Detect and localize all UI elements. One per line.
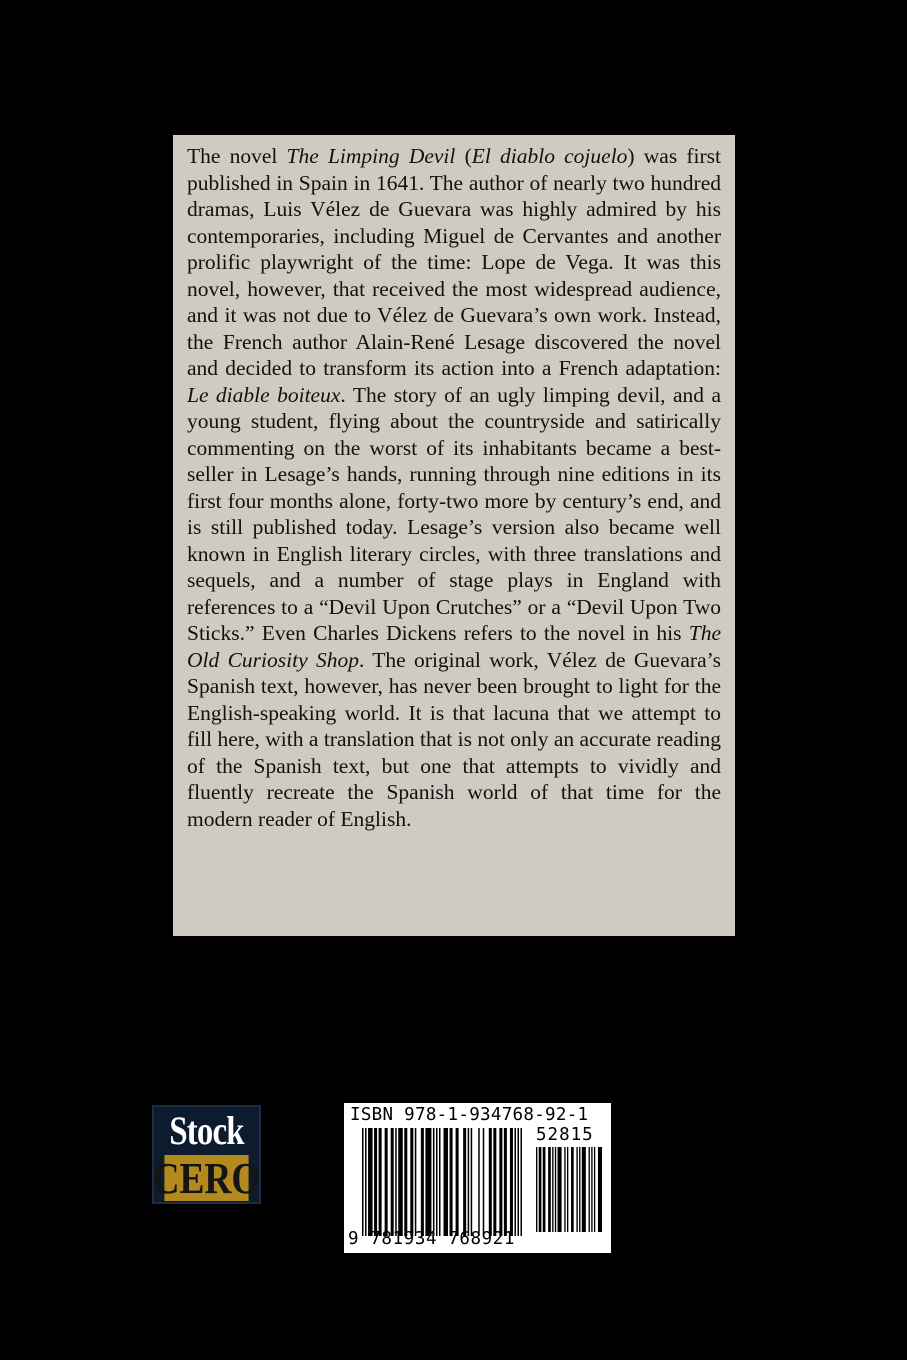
barcode-bar: [439, 1128, 441, 1236]
addon-bar: [555, 1147, 556, 1232]
barcode-bar: [514, 1128, 516, 1236]
barcode-bar: [489, 1128, 492, 1236]
addon-bar: [552, 1147, 553, 1232]
barcode-bar: [463, 1128, 466, 1236]
barcode-bar: [468, 1128, 470, 1236]
addon-bar: [591, 1147, 592, 1232]
stockcero-logo: [152, 1105, 261, 1204]
logo-word-cero: CERO: [152, 1153, 261, 1203]
barcode-bar: [436, 1128, 438, 1236]
barcode-bar: [395, 1128, 397, 1236]
barcode-bar: [433, 1128, 435, 1236]
ean13-digits: 9 781934 768921: [348, 1229, 516, 1249]
barcode-bar: [520, 1128, 522, 1236]
blurb-italic-title: El diablo cojuelo: [471, 144, 628, 168]
blurb-text-run: . The original work, Vélez de Guevara’s Spanish text, however, has never been brought to light for the English-speaking world. It is that lacuna that we attempt to fill here, with a translation that is not only an accurate reading of the Spanish text, but one that attempts to vividly and fluently recreate the Spanish world of that time for the modern reader of English.: [187, 647, 721, 831]
barcode-bar: [517, 1128, 519, 1236]
barcode-bar: [510, 1128, 513, 1236]
blurb-text-run: ) was first published in Spain in 1641. The author of nearly two hundred dramas, Luis Vélez de Guevara was highly admired by his contemporaries, including Miguel de Cervantes and another prolific playwright of the time: Lope de Vega. It was this novel, however, that received the most widespread audience, and it was not due to Vélez de Guevara’s own work. Instead, the French author Alain-René Lesage discovered the novel and decided to transform its action into a French adaptation:: [187, 144, 721, 380]
barcode-bar: [374, 1128, 377, 1236]
ean13-bars: [362, 1128, 522, 1236]
addon-bar: [543, 1147, 546, 1232]
addon-bar: [536, 1147, 537, 1232]
barcode-bar: [444, 1128, 449, 1236]
addon-bar: [567, 1147, 568, 1232]
addon-bar: [579, 1147, 580, 1232]
barcode-bar: [404, 1128, 407, 1236]
barcode-bar: [493, 1128, 496, 1236]
addon-bar: [589, 1147, 590, 1232]
barcode-bar: [421, 1128, 424, 1236]
barcode-bar: [398, 1128, 403, 1236]
barcode-bar: [415, 1128, 417, 1236]
isbn-barcode: [344, 1103, 611, 1253]
addon-bar: [594, 1147, 595, 1232]
barcode-bar: [391, 1128, 394, 1236]
logo-word-stock: Stock: [169, 1107, 244, 1153]
barcode-bar: [368, 1128, 373, 1236]
addon-bar: [582, 1147, 586, 1232]
barcode-bar: [365, 1128, 367, 1236]
price-addon-label: 52815: [536, 1125, 594, 1145]
barcode-bar: [362, 1128, 364, 1236]
addon-bar: [558, 1147, 562, 1232]
addon-bar: [598, 1147, 602, 1232]
barcode-bar: [499, 1128, 502, 1236]
barcode-bar: [385, 1128, 388, 1236]
blurb-italic-title: Le diable boiteux: [187, 382, 341, 407]
blurb-italic-title: The Old Curiosity Shop: [187, 621, 721, 672]
addon-bar: [548, 1147, 551, 1232]
barcode-bar: [478, 1128, 480, 1236]
barcode-bar: [379, 1128, 382, 1236]
addon-bar: [539, 1147, 542, 1232]
barcode-bar: [504, 1128, 507, 1236]
blurb-italic-title: The Limping Devil: [286, 144, 456, 168]
barcode-bar: [450, 1128, 453, 1236]
addon-bar: [564, 1147, 565, 1232]
blurb-text-run: The novel: [187, 144, 287, 168]
addon-bars: [536, 1147, 602, 1232]
barcode-bar: [425, 1128, 431, 1236]
blurb-text: [187, 143, 721, 832]
addon-bar: [571, 1147, 574, 1232]
barcode-bar: [471, 1128, 473, 1236]
blurb-text-run: . The story of an ugly limping devil, and a young student, flying about the countryside and satirically commenting on the worst of its inhabitants became a best-seller in Lesage’s hands, running through nine editions in its first four months alone, forty-two more by century’s end, and is still published today. Lesage’s version also became well known in English literary circles, with three translations and sequels, and a number of stage plays in England with references to a “Devil Upon Crutches” or a “Devil Upon Two Sticks.” Even Charles Dickens refers to the novel in his: [187, 382, 721, 645]
blurb-text-run: (: [455, 144, 472, 168]
isbn-label: ISBN 978-1-934768-92-1: [350, 1105, 589, 1125]
barcode-bar: [410, 1128, 413, 1236]
barcode-bar: [456, 1128, 459, 1236]
addon-bar: [576, 1147, 577, 1232]
back-cover-blurb-panel: [173, 135, 735, 936]
barcode-bar: [483, 1128, 485, 1236]
